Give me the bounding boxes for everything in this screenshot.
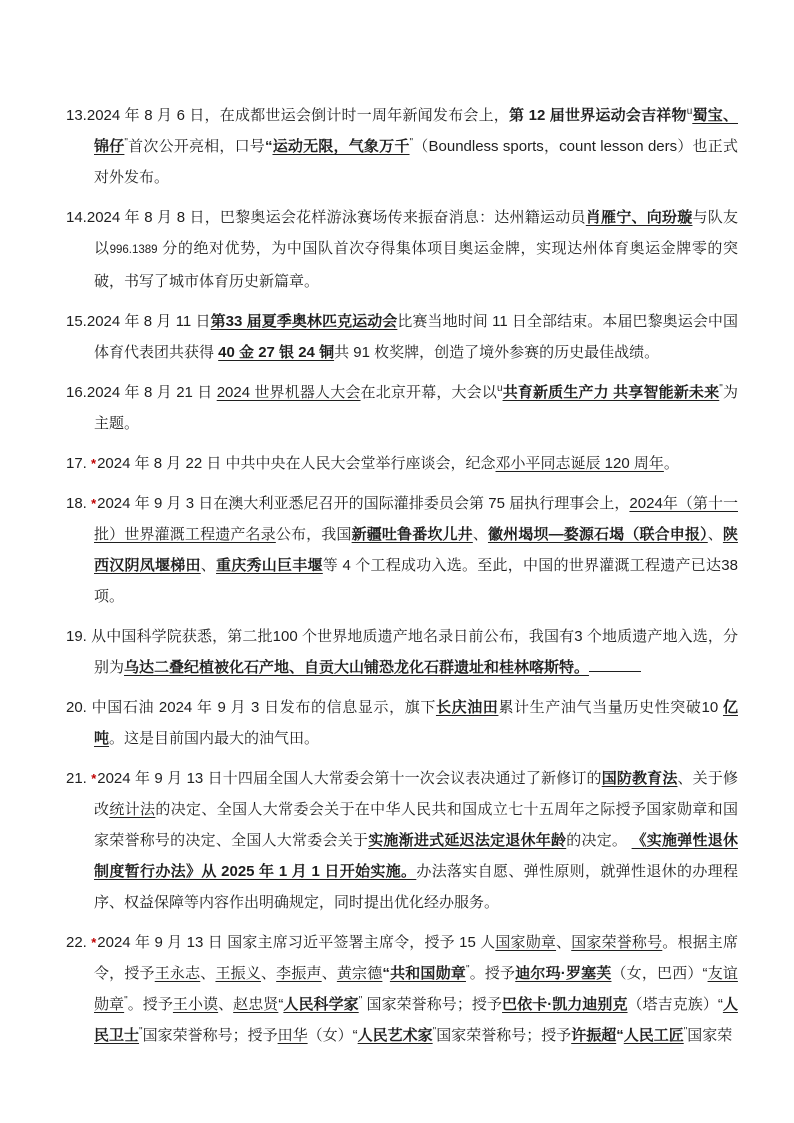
text-run: 、	[260, 965, 277, 982]
text-run: 重庆秀山巨丰堰	[216, 557, 323, 574]
text-run: 的决定、全国人大常委会关于在中华人民共和国成立七十五周年之际授予国家勋章和国家荣誉称号的决定、全国人大常委会关于	[94, 801, 738, 849]
text-run: 第 12 届世界运动会吉祥物	[509, 107, 687, 124]
item-number: 20.	[66, 699, 92, 716]
text-run: 的决定。	[566, 832, 632, 849]
text-run: 。根据主席令，授予	[94, 934, 738, 982]
text-run: 人民卫士	[94, 996, 738, 1044]
text-run: 、关于修改	[94, 770, 738, 818]
text-run: 分的绝对优势，为中国队首次夺得集体项目奥运金牌，实现达州体育奥运金牌零的突破，书写了城市体育历史新篇章。	[94, 240, 738, 290]
text-run: 蜀宝、锦仔	[94, 107, 738, 155]
text-run: 国家荣誉称号	[571, 934, 663, 951]
text-run: 实施渐进式延迟法定退休年龄	[368, 832, 567, 849]
item-number: 18.	[66, 495, 92, 512]
text-run: 首次公开亮相，口号	[127, 138, 265, 155]
text-run: 国家荣誉称号；授予	[362, 996, 503, 1013]
text-run: "	[683, 1026, 688, 1037]
text-run: 。授予	[469, 965, 516, 982]
text-run: 2024 年 9 月 13 日 国家主席习近平签署主席令，授予 15 人	[97, 934, 496, 951]
text-run: “	[616, 1027, 624, 1044]
text-run: 王小谟	[172, 996, 219, 1013]
text-run: （女，巴西）“	[611, 965, 708, 982]
text-run: 办法落实自愿、弹性原则，就弹性退休的办理程序、权益保障等内容作出明确规定，同时提出优化经办服务。	[94, 863, 738, 911]
text-run: 、	[321, 965, 337, 982]
text-run: 。这是目前国内最大的油气田。	[109, 730, 320, 747]
text-run: 比赛当地时间 11 日全部结束。本届巴黎奥运会中国体育代表团共获得	[94, 313, 738, 361]
text-run: 第33 届夏季奥林匹克运动会	[210, 313, 398, 330]
text-run: "	[124, 995, 128, 1006]
text-run: 陕西汉阴凤堰梯田	[94, 526, 738, 574]
text-run: 。授予	[127, 996, 173, 1013]
item-number: 17.	[66, 455, 92, 472]
text-run: 友谊勋章	[94, 965, 738, 1013]
text-run: 为主题。	[94, 384, 738, 432]
news-item-14	[66, 202, 738, 297]
text-run: 2024 年 8 月 22 日 中共中央在人民大会堂举行座谈会，纪念	[97, 455, 496, 472]
red-asterisk: *	[91, 456, 97, 471]
text-run: 人民工匠	[623, 1027, 684, 1044]
text-run: （女）“	[307, 1027, 358, 1044]
text-run: 共 91 枚奖牌，创造了境外参赛的历史最佳战绩。	[334, 344, 660, 361]
text-run: 共和国勋章	[389, 965, 466, 982]
text-run: 2024 年 9 月 3 日在澳大利亚悉尼召开的国际灌排委员会第 75 届执行理事会上，	[97, 495, 630, 512]
text-run: "	[432, 1026, 437, 1037]
text-run: 从中国科学院获悉，第二批100 个世界地质遗产地名录日前公布，我国有3 个地质遗产地入选，分别为	[91, 628, 738, 676]
text-run: 王振义	[215, 965, 261, 982]
text-run: 2024 年 8 月 11 日	[86, 313, 211, 330]
text-run: 徽州堨坝—婺源石堨（联合申报）	[487, 526, 708, 543]
text-run: 2024 世界机器人大会	[216, 384, 361, 401]
text-run: 新疆吐鲁番坎儿井	[351, 526, 473, 543]
text-run: 等 4 个工程成功入选。至此，中国的世界灌溉工程遗产已达38 项。	[94, 557, 738, 605]
text-run: 累计生产油气当量历史性突破10	[498, 699, 723, 716]
text-run: “	[265, 138, 273, 155]
text-run: 国家荣誉称号；授予	[436, 1027, 572, 1044]
red-asterisk: *	[91, 935, 97, 950]
text-run: “	[382, 965, 390, 982]
item-number: 19.	[66, 628, 92, 645]
text-run: 公布，我国	[275, 526, 352, 543]
text-run: 亿吨	[94, 699, 738, 747]
item-number: 15.	[66, 313, 87, 330]
text-run: 国家荣	[687, 1027, 733, 1044]
text-run: 巴依卡·凯力迪别克	[502, 996, 628, 1013]
news-item-20	[66, 692, 738, 754]
text-run: u	[686, 106, 693, 117]
text-run: 国家勋章	[495, 934, 557, 951]
text-run: （Boundless sports，count lesson ders）也正式对外发布。	[94, 138, 738, 186]
news-item-16	[66, 377, 738, 439]
text-run: 2024 年 8 月 21 日	[86, 384, 217, 401]
text-run: （塔吉克族）“	[627, 996, 723, 1013]
text-run: 、	[556, 934, 572, 951]
news-item-18	[66, 488, 738, 612]
text-run: "	[409, 137, 414, 148]
text-run: 、	[218, 996, 234, 1013]
text-run: 。	[663, 455, 679, 472]
text-run: "	[358, 995, 363, 1006]
news-item-22	[66, 927, 738, 1051]
text-run: "	[124, 137, 128, 148]
text-run: 乌达二叠纪植被化石产地、自贡大山铺恐龙化石群遗址和桂林喀斯特。	[124, 659, 590, 676]
text-run: 王永志	[154, 965, 201, 982]
text-run: 、	[200, 965, 216, 982]
text-run: 赵忠贤	[233, 996, 279, 1013]
item-number: 21.	[66, 770, 92, 787]
news-item-13	[66, 100, 738, 193]
item-number: 22.	[66, 934, 92, 951]
item-number: 16.	[66, 384, 87, 401]
text-run: 中国石油 2024 年 9 月 3 日发布的信息显示，旗下	[91, 699, 436, 716]
text-run	[589, 658, 641, 673]
text-run: 2024年（第十一批）世界灌溉工程遗产名录	[94, 495, 738, 543]
text-run: u	[496, 383, 503, 394]
text-run: 、	[200, 557, 217, 574]
text-run: 统计法	[109, 801, 156, 818]
red-asterisk: *	[91, 496, 97, 511]
text-run: 40 金 27 银 24 铜	[218, 344, 335, 361]
item-number: 14.	[66, 209, 87, 226]
text-run: 迪尔玛·罗塞芙	[515, 965, 612, 982]
text-run: 黄宗德	[336, 965, 383, 982]
text-run: 996.1389	[109, 244, 158, 256]
news-item-19	[66, 621, 738, 683]
item-number: 13.	[66, 107, 87, 124]
news-item-21	[66, 763, 738, 918]
text-run: 《实施弹性退休制度暂行办法》从 2025 年 1 月 1 日开始实施。	[94, 832, 738, 880]
text-run: "	[465, 964, 470, 975]
text-run: 长庆油田	[435, 699, 499, 716]
text-run: "	[139, 1026, 143, 1037]
text-run: 、	[707, 526, 723, 543]
text-run: 田华	[277, 1027, 308, 1044]
text-run: 共育新质生产力 共享智能新未来	[502, 384, 720, 401]
text-run: "	[719, 383, 723, 394]
text-run: 许振超	[571, 1027, 617, 1044]
text-run: 、	[472, 526, 488, 543]
text-run: 肖雁宁、向玢璇	[585, 209, 693, 226]
text-run: 运动无限，气象万千	[272, 138, 410, 155]
news-item-17	[66, 448, 738, 479]
text-run: 李振声	[276, 965, 322, 982]
text-run: 在北京开幕，大会以	[360, 384, 497, 401]
text-run: 人民科学家	[283, 996, 359, 1013]
text-run: 人民艺术家	[357, 1027, 433, 1044]
text-run: 邓小平同志诞辰 120 周年	[495, 455, 664, 472]
text-run: 国家荣誉称号；授予	[142, 1027, 278, 1044]
text-run: 2024 年 8 月 8 日，巴黎奥运会花样游泳赛场传来振奋消息：达州籍运动员	[86, 209, 586, 226]
text-run: 2024 年 8 月 6 日，在成都世运会倒计时一周年新闻发布会上，	[86, 107, 510, 124]
text-run: “	[278, 996, 284, 1013]
news-item-15	[66, 306, 738, 368]
text-run: 国防教育法	[601, 770, 678, 787]
text-run: 2024 年 9 月 13 日十四届全国人大常委会第十一次会议表决通过了新修订的	[97, 770, 602, 787]
red-asterisk: *	[91, 771, 97, 786]
text-run: 与队友以	[94, 209, 738, 257]
